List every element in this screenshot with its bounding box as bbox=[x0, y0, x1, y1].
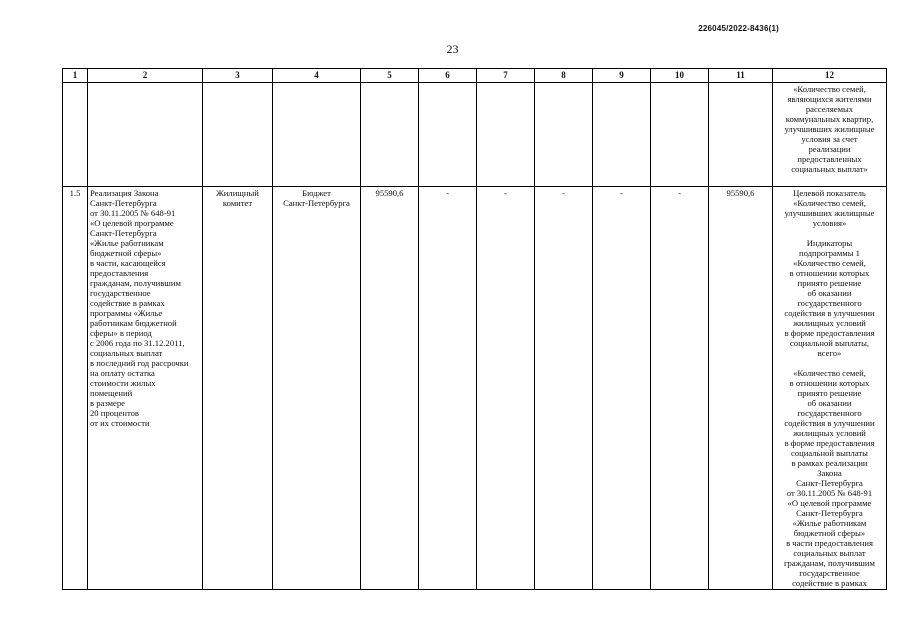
target-indicator: Целевой показатель «Количество семей, улучшивших жилищные условия» bbox=[784, 188, 875, 228]
table-row-1-5 bbox=[63, 187, 887, 590]
indicator-law-648-91: «Количество семей, в отношении которых принято решение об оказании государственного содействия в улучшении жилищных условий в форме предоставления социальной выплаты в рамках реализации Закона Санкт-Петербурга от 30.11.2005 № 648-91 «О целевой программе Санкт-Петербурга «Жилье работникам бюджетной сферы» в части предоставления социальных выплат гражданам, получившим государственное содействие в рамках bbox=[784, 368, 875, 588]
total-amount: 95590,6 bbox=[361, 187, 419, 590]
indicator-cell-continued: «Количество семей, являющихся жителями расселяемых коммунальных квартир, улучшивших жилищные условия за счет реализации предоставленных социальных выплат» bbox=[773, 83, 887, 187]
col-header-10: 10 bbox=[651, 69, 709, 83]
cell bbox=[535, 83, 593, 187]
col-header-12: 12 bbox=[773, 69, 887, 83]
measure-name: Реализация Закона Санкт-Петербурга от 30.11.2005 № 648-91 «О целевой программе Санкт-Петербурга «Жилье работникам бюджетной сферы» в части, касающейся предоставления гражданам, получившим государственное содействие в рамках программы «Жилье работникам бюджетной сферы» в период с 2006 года по 31.12.2011, социальных выплат в последний год рассрочки на оплату остатка стоимости жилых помещений в размере 20 процентов от их стоимости bbox=[88, 187, 203, 590]
page-number: 23 bbox=[446, 42, 459, 56]
row-number: 1.5 bbox=[63, 187, 88, 590]
table-row-continued bbox=[63, 83, 887, 187]
year-value-7: - bbox=[477, 187, 535, 590]
funding-source: Бюджет Санкт-Петербурга bbox=[273, 187, 361, 590]
cell bbox=[651, 83, 709, 187]
program-table bbox=[62, 68, 887, 590]
document-number: 226045/2022-8436(1) bbox=[698, 24, 779, 33]
col-header-3: 3 bbox=[203, 69, 273, 83]
year-value-11: 95590,6 bbox=[709, 187, 773, 590]
col-header-2: 2 bbox=[88, 69, 203, 83]
cell bbox=[273, 83, 361, 187]
col-header-6: 6 bbox=[419, 69, 477, 83]
cell bbox=[88, 83, 203, 187]
col-header-1: 1 bbox=[63, 69, 88, 83]
col-header-7: 7 bbox=[477, 69, 535, 83]
cell bbox=[419, 83, 477, 187]
cell bbox=[709, 83, 773, 187]
col-header-8: 8 bbox=[535, 69, 593, 83]
cell bbox=[477, 83, 535, 187]
year-value-10: - bbox=[651, 187, 709, 590]
year-value-6: - bbox=[419, 187, 477, 590]
table-header-row bbox=[63, 69, 887, 83]
year-value-8: - bbox=[535, 187, 593, 590]
col-header-11: 11 bbox=[709, 69, 773, 83]
year-value-9: - bbox=[593, 187, 651, 590]
executor: Жилищный комитет bbox=[203, 187, 273, 590]
subprogram-indicator: Индикаторы подпрограммы 1 «Количество семей, в отношении которых принято решение об оказании государственного содействия в улучшении жилищных условий в форме предоставления социальной выплаты, всего» bbox=[784, 238, 875, 358]
indicators-cell bbox=[773, 187, 887, 590]
col-header-9: 9 bbox=[593, 69, 651, 83]
cell bbox=[361, 83, 419, 187]
cell bbox=[203, 83, 273, 187]
col-header-4: 4 bbox=[273, 69, 361, 83]
col-header-5: 5 bbox=[361, 69, 419, 83]
cell bbox=[63, 83, 88, 187]
cell bbox=[593, 83, 651, 187]
